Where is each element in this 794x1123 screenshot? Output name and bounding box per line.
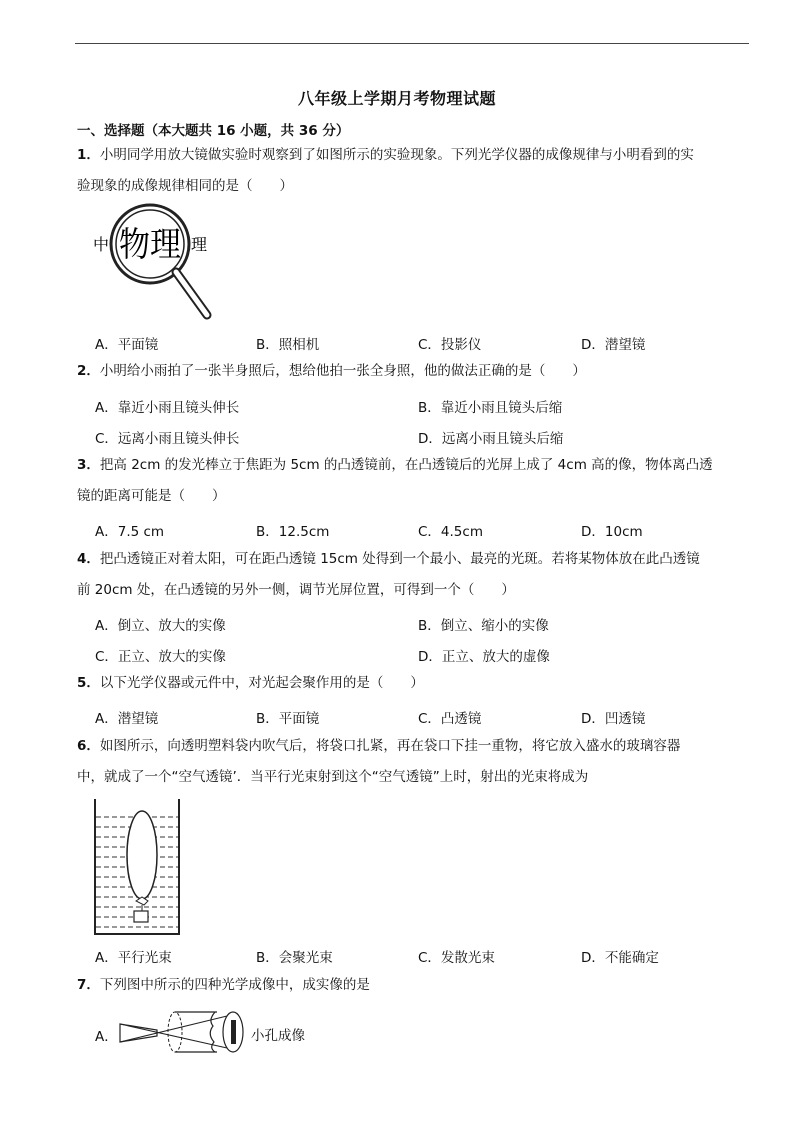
question-7 xyxy=(77,970,757,1001)
question-number: 4． xyxy=(77,551,100,567)
q5-option-a: A．潜望镜 xyxy=(95,711,159,727)
question-text: 以下光学仪器或元件中，对光起会聚作用的是（ ） xyxy=(99,675,424,691)
screen-edge xyxy=(210,1012,215,1052)
question-number: 5． xyxy=(77,675,100,691)
candle xyxy=(120,1024,157,1042)
question-number: 3． xyxy=(77,457,100,473)
q3-option-c: C．4.5cm xyxy=(418,524,483,540)
q1-option-a: A．平面镜 xyxy=(95,337,159,353)
section-heading: 一、选择题（本大题共 16 小题，共 36 分） xyxy=(77,123,350,139)
q3-option-b: B．12.5cm xyxy=(256,524,330,540)
question-5 xyxy=(77,668,757,699)
q1-option-d: D．潜望镜 xyxy=(581,337,646,353)
question-text: 小明同学用放大镜做实验时观察到了如图所示的实验现象。下列光学仪器的成像规律与小明看到的实 xyxy=(99,147,694,163)
question-text: 小明给小雨拍了一张半身照后，想给他拍一张全身照，他的做法正确的是（ ） xyxy=(99,363,586,379)
q4-option-b: B．倒立、缩小的实像 xyxy=(418,618,549,634)
q5-option-d: D．凹透镜 xyxy=(581,711,646,727)
q2-option-c: C．远离小雨且镜头伸长 xyxy=(95,431,240,447)
q2-option-a: A．靠近小雨且镜头伸长 xyxy=(95,400,240,416)
question-text: 把凸透镜正对着太阳，可在距凸透镜 15cm 处得到一个最小、最亮的光斑。若将某物体放在此凸透镜 xyxy=(99,551,700,567)
question-6 xyxy=(77,731,757,793)
question-text-cont: 镜的距离可能是（ ） xyxy=(77,488,226,504)
air-bag-lens xyxy=(127,811,157,899)
inverted-image xyxy=(231,1020,236,1044)
q6-option-a: A．平行光束 xyxy=(95,950,172,966)
figure-char-right: 理 xyxy=(191,235,208,254)
q4-option-a: A．倒立、放大的实像 xyxy=(95,618,226,634)
pinhole-camera-figure xyxy=(115,1008,255,1058)
q3-option-d: D．10cm xyxy=(581,524,643,540)
question-number: 6． xyxy=(77,738,100,754)
question-text: 把高 2cm 的发光棒立于焦距为 5cm 的凸透镜前，在凸透镜后的光屏上成了 4cm 高的像，物体离凸透 xyxy=(99,457,713,473)
q6-option-d: D．不能确定 xyxy=(581,950,659,966)
question-text: 下列图中所示的四种光学成像中，成实像的是 xyxy=(99,977,370,993)
question-2 xyxy=(77,356,757,387)
q6-option-b: B．会聚光束 xyxy=(256,950,333,966)
q4-option-c: C．正立、放大的实像 xyxy=(95,649,226,665)
q2-option-b: B．靠近小雨且镜头后缩 xyxy=(418,400,563,416)
question-number: 2． xyxy=(77,363,100,379)
q5-option-b: B．平面镜 xyxy=(256,711,320,727)
question-number: 7． xyxy=(77,977,100,993)
figure-char-left: 中 xyxy=(93,235,110,254)
question-text: 如图所示，向透明塑料袋内吹气后，将袋口扎紧，再在袋口下挂一重物，将它放入盛水的玻璃容器 xyxy=(99,738,681,754)
header-rule xyxy=(75,43,749,44)
magnifier-figure xyxy=(90,200,230,325)
question-text-cont: 前 20cm 处，在凸透镜的另外一侧，调节光屏位置，可得到一个（ ） xyxy=(77,582,515,598)
q5-option-c: C．凸透镜 xyxy=(418,711,482,727)
figure-magnified-text: 物理 xyxy=(119,225,181,265)
question-number: 1． xyxy=(77,147,100,163)
question-text-cont: 中，就成了一个“空气透镜’．当平行光束射到这个“空气透镜”上时，射出的光束将成为 xyxy=(77,769,589,785)
page-title: 八年级上学期月考物理试题 xyxy=(297,89,496,108)
question-4 xyxy=(77,544,757,606)
pinhole-box-front xyxy=(168,1012,182,1052)
question-text-cont: 验现象的成像规律相同的是（ ） xyxy=(77,178,293,194)
question-1 xyxy=(77,140,757,202)
q1-option-c: C．投影仪 xyxy=(418,337,482,353)
weight xyxy=(134,911,148,922)
air-lens-figure xyxy=(90,797,190,937)
q4-option-d: D．正立、放大的虚像 xyxy=(418,649,550,665)
q3-option-a: A．7.5 cm xyxy=(95,524,165,540)
q1-option-b: B．照相机 xyxy=(256,337,320,353)
question-3 xyxy=(77,450,757,512)
q2-option-d: D．远离小雨且镜头后缩 xyxy=(418,431,564,447)
q7-option-a-label: A． xyxy=(95,1029,118,1045)
q7-option-a-caption: 小孔成像 xyxy=(251,1028,305,1044)
q6-option-c: C．发散光束 xyxy=(418,950,495,966)
